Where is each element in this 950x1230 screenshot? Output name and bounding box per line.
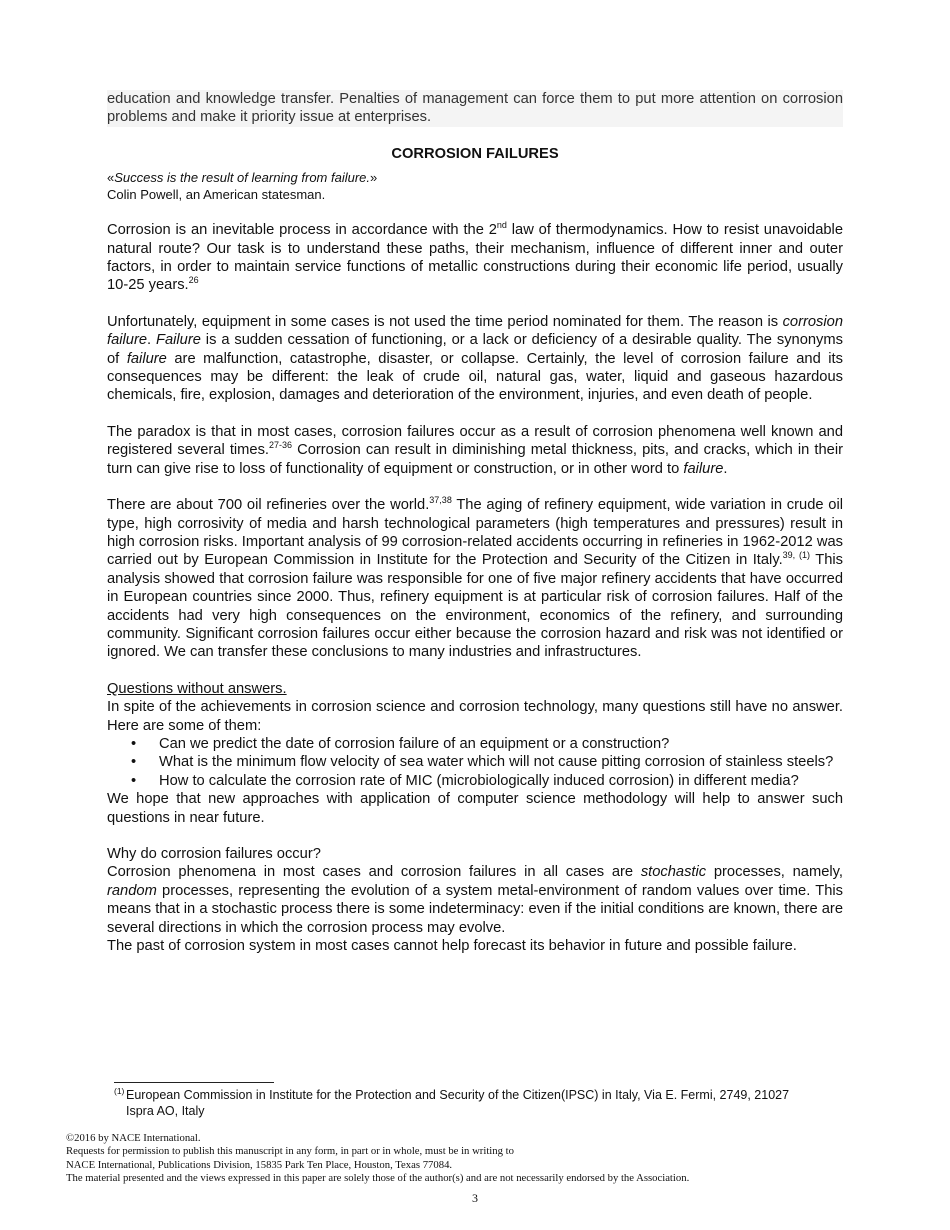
- para1-superscript: nd: [496, 220, 507, 231]
- why-text-c: processes, representing the evolution of a system metal-environment of random values over time. This means that in a stochastic process there is some indeterminacy: even if the initial conditions are known, there are several directions in which the corrosion process may evolve.: [107, 882, 843, 936]
- questions-list: [107, 735, 843, 790]
- quote-close-mark: »: [370, 170, 378, 186]
- legal-notice: [66, 1132, 896, 1185]
- questions-outro: We hope that new approaches with application of computer science methodology will help to answer such questions in near future.: [107, 791, 843, 826]
- why-text-b: processes, namely,: [706, 864, 843, 881]
- address-line: NACE International, Publications Division, 15835 Park Ten Place, Houston, Texas 77084.: [66, 1158, 453, 1171]
- paragraph-refineries: [107, 496, 843, 662]
- bullet-icon: •: [131, 754, 137, 771]
- citation-26: 26: [188, 275, 199, 286]
- para3-italic-failure: failure: [683, 460, 724, 477]
- paragraph-failure-definition: [107, 313, 843, 405]
- para3-text-c: .: [723, 460, 728, 477]
- paragraph-stochastic: [107, 863, 843, 937]
- para2-italic-failure: Failure: [156, 332, 201, 349]
- why-text-a: Corrosion phenomena in most cases and corrosion failures in all cases are: [107, 864, 641, 881]
- quote-author: Colin Powell, an American statesman.: [107, 186, 326, 202]
- footnote-divider: [114, 1082, 274, 1083]
- questions-intro: In spite of the achievements in corrosion science and corrosion technology, many questions still have no answer. Here are some of them:: [107, 699, 843, 734]
- para1-text-b: law of thermodynamics. How to resist unavoidable natural route? Our task is to understand these paths, their mechanism, influence of different inner and outer factors, in order to maintain service functions of metallic constructions during their economic life period, usually 10-25 years.: [107, 222, 843, 294]
- citation-39-footnote-1: 39, (1): [782, 550, 811, 561]
- para4-text-b: The aging of refinery equipment, wide variation in crude oil type, high corrosivity of media and harsh technological parameters (high temperatures and pressures) result in high corrosion risks. Important analysis of 99 corrosion-related accidents occurring in refineries in 1962-2012 was carried out by European Commission in Institute for the Protection and Security of the Citizen in Italy.: [107, 497, 843, 569]
- para4-text-a: There are about 700 oil refineries over the world.: [107, 497, 430, 514]
- permission-line: Requests for permission to publish this manuscript in any form, in part or in whole, must be in writing to: [66, 1145, 514, 1158]
- para1-text-a: Corrosion is an inevitable process in accordance with the 2: [107, 222, 497, 239]
- lead-paragraph: education and knowledge transfer. Penalties of management can force them to put more attention on corrosion problems and make it priority issue at enterprises.: [107, 91, 843, 126]
- bullet-icon: •: [131, 772, 137, 789]
- para2-text-c: is a sudden cessation of functioning, or a lack or deficiency of a desirable quality. The synonyms of: [107, 332, 843, 367]
- footnote-mark: (1): [114, 1086, 125, 1096]
- copyright-line: ©2016 by NACE International.: [66, 1132, 201, 1144]
- why-italic-random: random: [107, 882, 157, 899]
- list-item-text: Can we predict the date of corrosion failure of an equipment or a construction?: [159, 735, 670, 752]
- why-italic-stochastic: stochastic: [640, 864, 707, 881]
- disclaimer-line: The material presented and the views expressed in this paper are solely those of the author(s) and are not necessarily endorsed by the Association.: [66, 1171, 690, 1184]
- citation-37-38: 37,38: [429, 495, 452, 506]
- list-item: [131, 735, 843, 753]
- list-item: [131, 753, 843, 771]
- why-heading: Why do corrosion failures occur?: [107, 846, 321, 862]
- paragraph-forecast: The past of corrosion system in most cases cannot help forecast its behavior in future and possible failure.: [107, 938, 797, 955]
- footnote: [114, 1088, 814, 1119]
- list-item-text: How to calculate the corrosion rate of MIC (microbiologically induced corrosion) in different media?: [159, 772, 799, 789]
- para4-text-c: This analysis showed that corrosion failure was responsible for one of five major refinery accidents that have occurred in European countries since 2000. Thus, refinery equipment is at particular risk of corrosion failures. Half of the accidents had very high consequences on the environment, economics of the refinery, and surrounding community. Significant corrosion failures occur either because the corrosion hazard and risk was not identified or ignored. We can transfer these conclusions to many industries and infrastructures.: [107, 552, 844, 661]
- page-number: 3: [472, 1191, 478, 1205]
- para2-italic-corrosion-failure: corrosion failure: [107, 313, 843, 349]
- para3-text-a: The paradox is that in most cases, corrosion failures occur as a result of corrosion phenomena well known and registered several times.: [107, 423, 843, 459]
- quote-open-mark: «: [107, 170, 115, 186]
- citation-27-36: 27-36: [269, 440, 293, 451]
- section-title: CORROSION FAILURES: [391, 145, 559, 162]
- para2-italic-failure-2: failure: [126, 350, 167, 367]
- list-item: [131, 772, 843, 790]
- quote-text: Success is the result of learning from failure.: [114, 170, 371, 186]
- para3-text-b: Corrosion can result in diminishing metal thickness, pits, and cracks, which in their turn can give rise to loss of functionality of equipment or construction, or in other word to: [107, 442, 843, 477]
- list-item-text: What is the minimum flow velocity of sea water which will not cause pitting corrosion of stainless steels?: [159, 754, 834, 771]
- para2-text-b: .: [147, 332, 156, 349]
- para2-text-a: Unfortunately, equipment in some cases is not used the time period nominated for them. The reason is: [107, 313, 783, 330]
- epigraph-quote: [107, 170, 843, 187]
- bullet-icon: •: [131, 735, 137, 752]
- questions-heading-text: Questions without answers.: [107, 680, 287, 697]
- footnote-text: European Commission in Institute for the Protection and Security of the Citizen(IPSC) in Italy, Via E. Fermi, 2749, 21027 Ispra AO, Italy: [126, 1088, 790, 1118]
- questions-heading: [107, 680, 843, 698]
- paragraph-paradox: [107, 423, 843, 478]
- para2-text-d: are malfunction, catastrophe, disaster, or collapse. Certainly, the level of corrosion failure and its consequences may be different: the leak of crude oil, natural gas, water, liquid and gaseous hazardous chemicals, fire, explosion, damages and deterioration of the environment, injuries, and even death of people.: [107, 350, 843, 404]
- paragraph-thermodynamics: [107, 221, 843, 295]
- main-text: [107, 90, 843, 955]
